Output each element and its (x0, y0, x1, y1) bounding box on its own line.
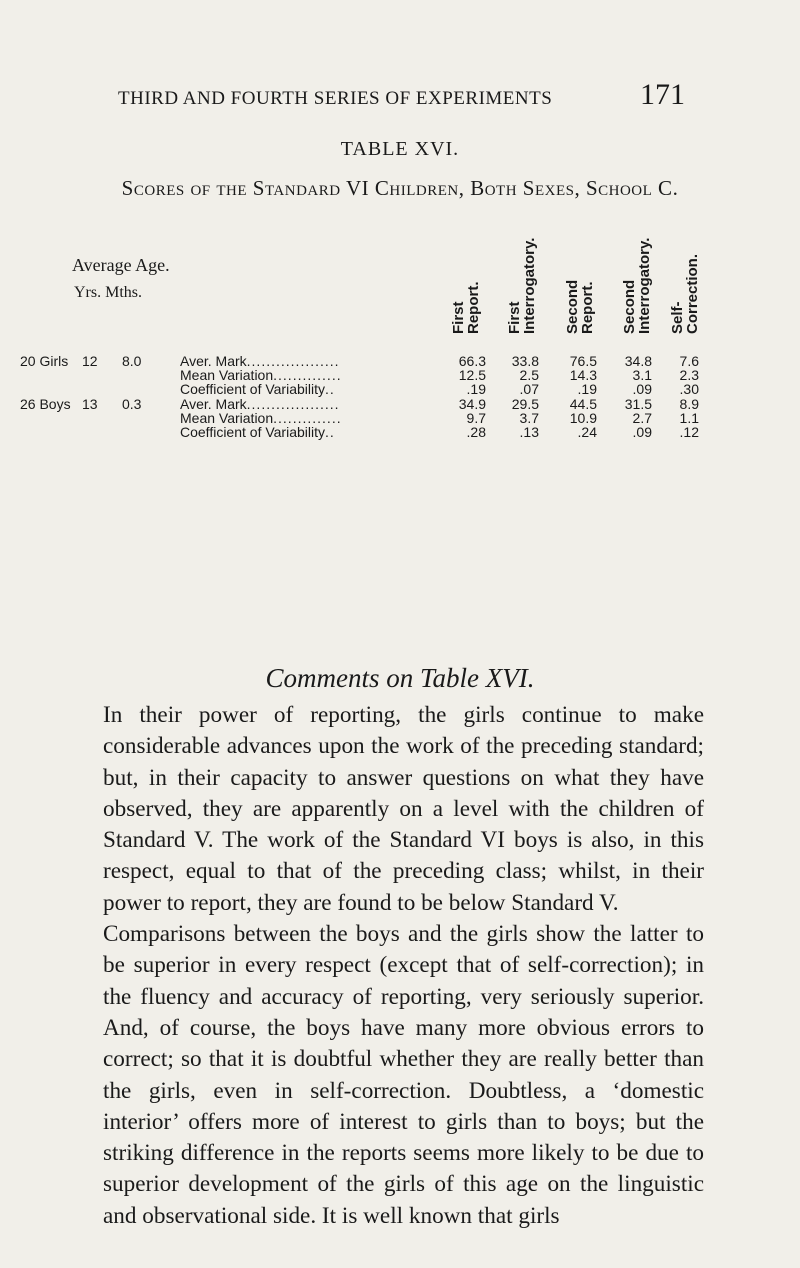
value-cell: 34.8 (624, 353, 652, 369)
table-title: TABLE XVI. (340, 138, 460, 160)
measure-label: Aver. Mark................... (180, 396, 340, 412)
table-row (0, 424, 800, 438)
value-cell: 2.3 (679, 367, 699, 383)
paragraph: Comparisons between the boys and the girls show the latter to be superior in every respect (except that of self-correction); in the fluency and accuracy of reporting, very seriously superior. And, of course, the boys have many more obvious errors to correct; so that it is doubtful whether they are really better than the girls, even in self-correction. Doubtless, a ‘domestic interior’ offers more of interest to girls than to boys; but the striking difference in the reports seems more likely to be due to superior development of the girls of this age on the linguistic and observational side. It is well known that girls (103, 921, 704, 1229)
value-cell: .19 (466, 381, 486, 397)
comments-title: Comments on Table XVI. (265, 663, 535, 693)
yrs-mths-label: Yrs. Mths. (74, 284, 143, 301)
table-row (0, 381, 800, 395)
value-cell: .13 (519, 424, 539, 440)
running-head: THIRD AND FOURTH SERIES OF EXPERIMENTS (118, 88, 553, 109)
column-header-first-interrogatory: First Interrogatory. (506, 237, 538, 334)
average-age-label: Average Age. (72, 255, 170, 275)
measure-label: Mean Variation.............. (180, 367, 342, 383)
table-row (0, 396, 800, 410)
value-cell: 3.7 (519, 410, 539, 426)
value-cell: .07 (519, 381, 539, 397)
value-cell: 31.5 (624, 396, 652, 412)
page-header (0, 78, 800, 118)
value-cell: 2.5 (519, 367, 539, 383)
measure-label: Coefficient of Variability.. (180, 381, 335, 397)
measure-label: Coefficient of Variability.. (180, 424, 335, 440)
column-header-second-interrogatory: Second Interrogatory. (621, 237, 653, 334)
age-years: 12 (82, 353, 98, 369)
column-header-first-report: First Report. (450, 281, 482, 334)
value-cell: 8.9 (679, 396, 699, 412)
page-number: 171 (640, 78, 685, 111)
value-cell: 33.8 (511, 353, 539, 369)
value-cell: 66.3 (458, 353, 486, 369)
value-cell: 44.5 (569, 396, 597, 412)
value-cell: 2.7 (632, 410, 652, 426)
table-row (0, 410, 800, 424)
value-cell: .09 (632, 424, 652, 440)
value-cell: 12.5 (458, 367, 486, 383)
value-cell: 3.1 (632, 367, 652, 383)
age-years: 13 (82, 396, 98, 412)
comments-body (103, 700, 704, 1232)
value-cell: 34.9 (458, 396, 486, 412)
scores-table (0, 210, 800, 600)
value-cell: .12 (679, 424, 699, 440)
table-row (0, 367, 800, 381)
value-cell: .19 (577, 381, 597, 397)
age-months: 0.3 (122, 396, 142, 412)
table-row (0, 353, 800, 367)
value-cell: 29.5 (511, 396, 539, 412)
group-label: 20 Girls (20, 353, 69, 369)
column-header-second-report: Second Report. (564, 279, 596, 334)
value-cell: .30 (679, 381, 699, 397)
value-cell: .28 (466, 424, 486, 440)
value-cell: 76.5 (569, 353, 597, 369)
value-cell: 10.9 (569, 410, 597, 426)
value-cell: 1.1 (679, 410, 699, 426)
measure-label: Mean Variation.............. (180, 410, 342, 426)
value-cell: 14.3 (569, 367, 597, 383)
value-cell: .09 (632, 381, 652, 397)
table-subtitle: Scores of the Standard VI Children, Both Sexes, School C. (121, 176, 679, 200)
column-header-self-correction: Self- Correction. (669, 253, 701, 334)
paragraph: In their power of reporting, the girls continue to make considerable advances upon the work of the preceding standard; but, in their capacity to answer questions on what they have observed, they are apparently on a level with the children of Standard V. The work of the Standard VI boys is also, in this respect, equal to that of the preceding class; whilst, in their power to report, they are found to be below Standard V. (103, 702, 704, 916)
value-cell: 7.6 (679, 353, 699, 369)
value-cell: 9.7 (466, 410, 486, 426)
group-label: 26 Boys (20, 396, 71, 412)
value-cell: .24 (577, 424, 597, 440)
measure-label: Aver. Mark................... (180, 353, 340, 369)
age-months: 8.0 (122, 353, 142, 369)
